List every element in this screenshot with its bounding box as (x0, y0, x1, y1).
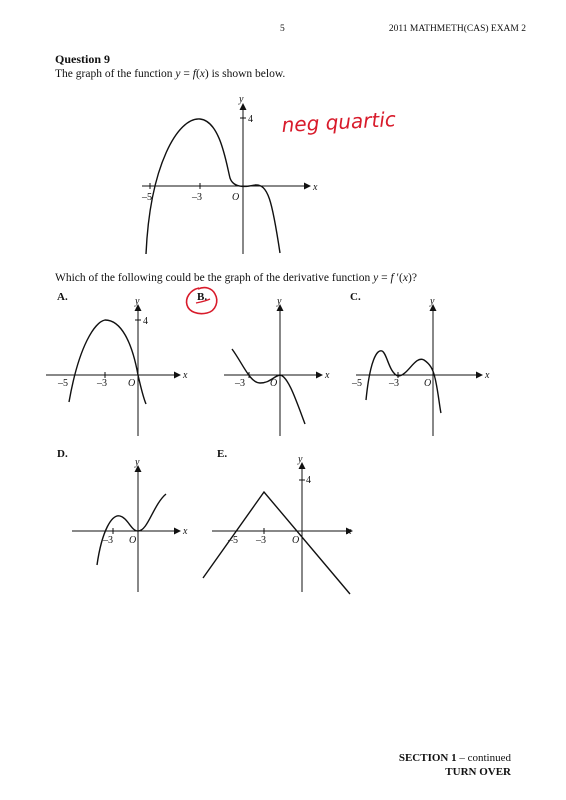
main-x-tick-neg3: –3 (192, 192, 202, 203)
c-y-label: y (430, 296, 435, 307)
a-x-tick-neg5: –5 (58, 378, 68, 389)
e-x-tick-neg3: –3 (256, 535, 266, 546)
a-y-tick-label: 4 (143, 316, 148, 327)
option-d-graph[interactable] (72, 457, 188, 592)
d-x-label: x (183, 526, 188, 537)
b-origin-label: O (270, 378, 278, 389)
d-origin-label: O (129, 535, 137, 546)
option-e-graph[interactable] (203, 454, 352, 594)
d-y-label: y (135, 457, 140, 468)
footer-turn-over: TURN OVER (445, 766, 511, 778)
a-x-tick-neg3: –3 (97, 378, 107, 389)
e-curve (203, 492, 350, 594)
a-origin-label: O (128, 378, 136, 389)
underline-annotation (196, 299, 210, 303)
d-curve (97, 494, 166, 565)
b-x-label: x (325, 370, 330, 381)
option-c-label[interactable]: C. (350, 291, 361, 303)
c-x-tick-neg5: –5 (352, 378, 362, 389)
main-x-tick-neg5: –5 (142, 192, 152, 203)
option-d-label[interactable]: D. (57, 448, 68, 460)
a-x-label: x (183, 370, 188, 381)
circle-annotation (187, 288, 217, 314)
b-y-label: y (277, 296, 282, 307)
d-x-tick-neg3: –3 (103, 535, 113, 546)
exam-title: 2011 MATHMETH(CAS) EXAM 2 (388, 24, 526, 34)
footer-section: SECTION 1 – continued (398, 752, 511, 764)
main-x-label: x (313, 182, 318, 193)
e-x-label: x (347, 526, 352, 537)
e-x-tick-neg5: –5 (228, 535, 238, 546)
e-y-tick-label: 4 (306, 475, 311, 486)
main-origin-label: O (232, 192, 240, 203)
page-number: 5 (280, 24, 285, 34)
a-y-label: y (135, 296, 140, 307)
option-a-label[interactable]: A. (57, 291, 68, 303)
b-x-tick-neg3: –3 (235, 378, 245, 389)
c-x-tick-neg3: –3 (389, 378, 399, 389)
option-a-graph[interactable] (46, 296, 188, 436)
option-b-label[interactable]: B. (197, 291, 208, 303)
main-y-label: y (239, 94, 244, 105)
option-e-label[interactable]: E. (217, 448, 228, 460)
a-curve (69, 320, 146, 404)
e-y-label: y (298, 454, 303, 465)
option-b-graph[interactable] (224, 296, 330, 436)
question-intro: The graph of the function y = f(x) is shown below. (55, 68, 286, 80)
main-y-tick-label: 4 (248, 114, 253, 125)
question-prompt: Which of the following could be the graph of the derivative function y = f ′(x)? (55, 272, 417, 284)
e-origin-label: O (292, 535, 300, 546)
c-x-label: x (485, 370, 490, 381)
question-title: Question 9 (55, 52, 111, 66)
handwritten-note: neg quartic (281, 107, 397, 137)
option-c-graph[interactable] (351, 296, 490, 436)
c-origin-label: O (424, 378, 432, 389)
